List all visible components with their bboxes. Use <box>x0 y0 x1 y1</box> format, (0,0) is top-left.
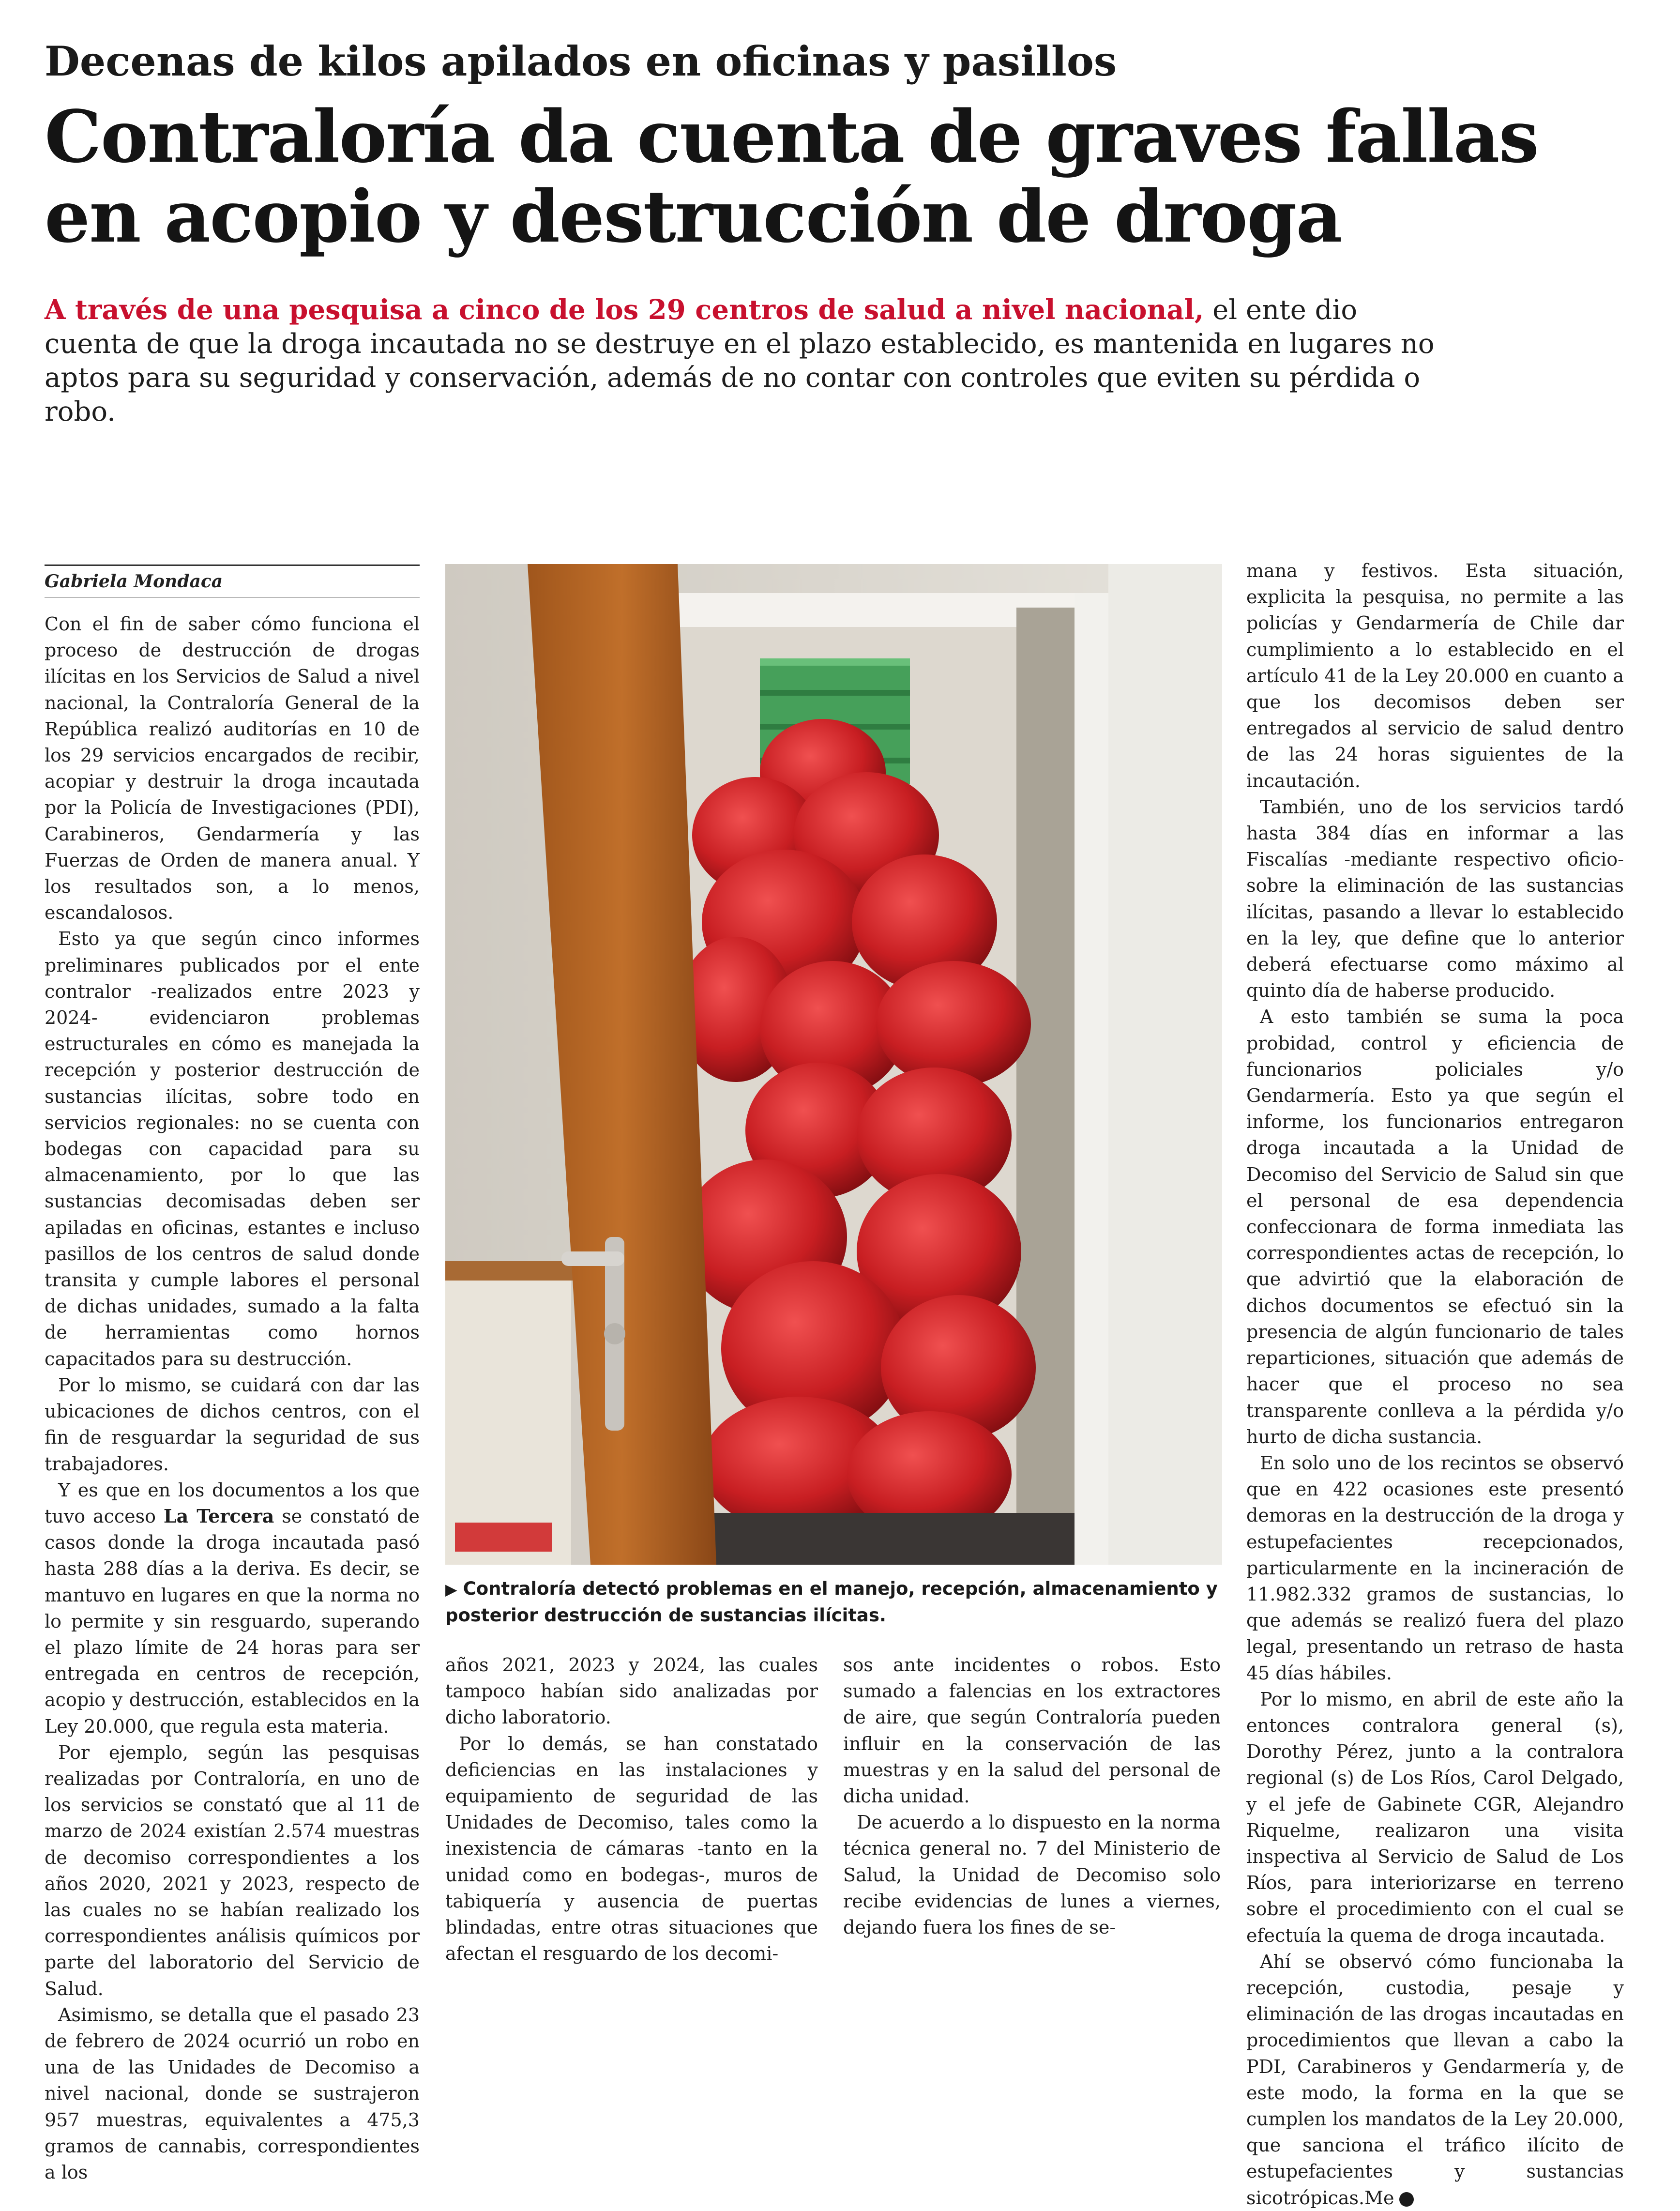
publication-name: La Tercera <box>163 1505 274 1527</box>
article-column-4 <box>1246 558 1624 2209</box>
body-paragraph: Por ejemplo, según las pesquisas realizadas por Contraloría, en uno de los servicios se constató que al 11 de marzo de 2024 existían 2.574 muestras de decomiso correspondientes a los años 2020, 2021 y 2023, respecto de las cuales no se habían realizado los correspondientes análisis químicos por parte del laboratorio del Servicio de Salud. <box>45 1741 420 1999</box>
body-text: Y es que en los documentos a los que tuvo acceso <box>45 1479 420 1527</box>
lead-text: el ente dio cuenta de que la droga incautada no se destruye en el plazo establecido, es mantenida en lugares no aptos para su seguridad y conservación, además de no contar con controles que eviten su pérdida o robo. <box>45 294 1435 427</box>
byline-top-rule <box>45 564 420 566</box>
article-column-2 <box>445 1652 818 1965</box>
end-mark-icon <box>1399 2192 1414 2207</box>
body-text: se constató de casos donde la droga incautada pasó hasta 288 días a la deriva. Es decir, se mantuvo en lugares en que la norma no lo permite y sin resguardo, superando el plazo límite de 24 horas para ser entregada en centros de recepción, acopio y destrucción, establecidos en la Ley 20.000, que regula esta materia. <box>45 1505 420 1737</box>
lead-paragraph <box>45 293 1448 429</box>
body-paragraph: Por lo mismo, en abril de este año la entonces contralora general (s), Dorothy Pérez, junto a la contralora regional (s) de Los Ríos, Carol Delgado, y el jefe de Gabinete CGR, Alejandro Riquelme, realizaron una visita inspectiva al Servicio de Salud de Los Ríos, para interiorizarse en terreno sobre el procedimiento con el cual se efectuía la quema de droga incautada. <box>1246 1688 1624 1946</box>
body-paragraph: En solo uno de los recintos se observó que en 422 ocasiones este presentó demoras en la destrucción de la droga y estupefacientes recepcionados, particularmente en la incineración de 11.982.332 gramos de sustancias, lo que además se realizó fuera del plazo legal, presentando un retraso de hasta 45 días hábiles. <box>1246 1452 1624 1684</box>
body-text: Ahí se observó cómo funcionaba la recepción, custodia, pesaje y eliminación de las drogas incautadas en procedimientos que llevan a cabo la PDI, Carabineros y Gendarmería y, de este modo, la forma en la que se cumplen los mandatos de la Ley 20.000, que sanciona el tráfico ilícito de estupefacientes y sustancias sicotrópicas. <box>1246 1951 1624 2209</box>
body-paragraph: años 2021, 2023 y 2024, las cuales tampoco habían sido analizadas por dicho laboratorio. <box>445 1654 818 1728</box>
kicker: Decenas de kilos apilados en oficinas y pasillos <box>45 37 1117 85</box>
article-photo <box>445 564 1222 1565</box>
body-paragraph: Con el fin de saber cómo funciona el proceso de destrucción de drogas ilícitas en los Servicios de Salud a nivel nacional, la Contraloría General de la República realizó auditorías en 10 de los 29 servicios encargados de recibir, acopiar y destruir la droga incautada por la Policía de Investigaciones (PDI), Carabineros, Gendarmería y las Fuerzas de Orden de manera anual. Y los resultados son, a lo menos, escandalosos. <box>45 613 420 924</box>
byline-bottom-rule <box>45 597 420 598</box>
photo-caption <box>445 1576 1222 1629</box>
article-column-3 <box>843 1652 1221 1938</box>
body-paragraph: mana y festivos. Esta situación, explicita la pesquisa, no permite a las policías y Gendarmería de Chile dar cumplimiento a lo establecido en el artículo 41 de la Ley 20.000 en cuanto a que los decomisos deben ser entregados al servicio de salud dentro de las 24 horas siguientes de la incautación. <box>1246 560 1624 792</box>
headline <box>45 94 1618 259</box>
body-paragraph: Asimismo, se detalla que el pasado 23 de febrero de 2024 ocurrió un robo en una de las Unidades de Decomiso a nivel nacional, donde se sustrajeron 957 muestras, equivalentes a 475,3 gramos de cannabis, correspondientes a los <box>45 2004 420 2183</box>
body-paragraph <box>1246 1949 1624 2211</box>
byline: Gabriela Mondaca <box>45 571 223 592</box>
headline-line-1: Contraloría da cuenta de graves fallas <box>45 94 1538 179</box>
caption-text: Contraloría detectó problemas en el manejo, recepción, almacenamiento y posterior destrucción de sustancias ilícitas. <box>445 1578 1218 1626</box>
caption-arrow-icon: ▶ <box>445 1580 457 1599</box>
body-paragraph: Esto ya que según cinco informes preliminares publicados por el ente contralor -realizados entre 2023 y 2024- evidenciaron problemas estructurales en cómo es manejada la recepción y posterior destrucción de sustancias ilícitas, sobre todo en servicios regionales: no se cuenta con bodegas con capacidad para su almacenamiento, por lo que las sustancias decomisadas deben ser apiladas en oficinas, estantes e incluso pasillos de los centros de salud donde transita y cumple labores el personal de dichas unidades, sumado a la falta de herramientas como hornos capacitados para su destrucción. <box>45 928 420 1370</box>
body-paragraph: Por lo mismo, se cuidará con dar las ubicaciones de dichos centros, con el fin de resguardar la seguridad de sus trabajadores. <box>45 1374 420 1475</box>
photo-drug-bags-in-room <box>445 564 1222 1565</box>
author-sign: Me <box>1364 2187 1394 2209</box>
body-paragraph <box>45 1477 420 1739</box>
body-paragraph: A esto también se suma la poca probidad, control y eficiencia de funcionarios policiales y/o Gendarmería. Esto ya que según el informe, los funcionarios entregaron droga incautada a la Unidad de Decomiso del Servicio de Salud sin que el personal de esa dependencia confeccionara de forma inmediata las correspondientes actas de recepción, lo que advirtió que la elaboración de dichos documentos se efectuó sin la presencia de algún funcionario de tales reparticiones, situación que además de hacer que el proceso no sea transparente conlleva a la pérdida y/o hurto de dicha sustancia. <box>1246 1006 1624 1448</box>
body-paragraph: También, uno de los servicios tardó hasta 384 días en informar a las Fiscalías -mediante respectivo oficio- sobre la eliminación de las sustancias ilícitas, pasando a llevar lo establecido en la ley, que define que lo anterior deberá efectuarse como máximo al quinto día de haberse producido. <box>1246 796 1624 1002</box>
article-column-1 <box>45 611 420 2183</box>
body-paragraph: Por lo demás, se han constatado deficiencias en las instalaciones y equipamiento de seguridad de las Unidades de Decomiso, tales como la inexistencia de cámaras -tanto en la unidad como en bodegas-, muros de tabiquería y ausencia de puertas blindadas, entre otras situaciones que afectan el resguardo de los decomi- <box>445 1733 818 1965</box>
body-paragraph: De acuerdo a lo dispuesto en la norma técnica general no. 7 del Ministerio de Salud, la Unidad de Decomiso solo recibe evidencias de lunes a viernes, dejando fuera los fines de se- <box>843 1812 1221 1938</box>
lead-highlight: A través de una pesquisa a cinco de los 29 centros de salud a nivel nacional, <box>45 294 1204 326</box>
headline-line-2: en acopio y destrucción de droga <box>45 174 1342 259</box>
body-paragraph: sos ante incidentes o robos. Esto sumado a falencias en los extractores de aire, que según Contraloría pueden influir en la conservación de las muestras y en la salud del personal de dicha unidad. <box>843 1654 1221 1807</box>
